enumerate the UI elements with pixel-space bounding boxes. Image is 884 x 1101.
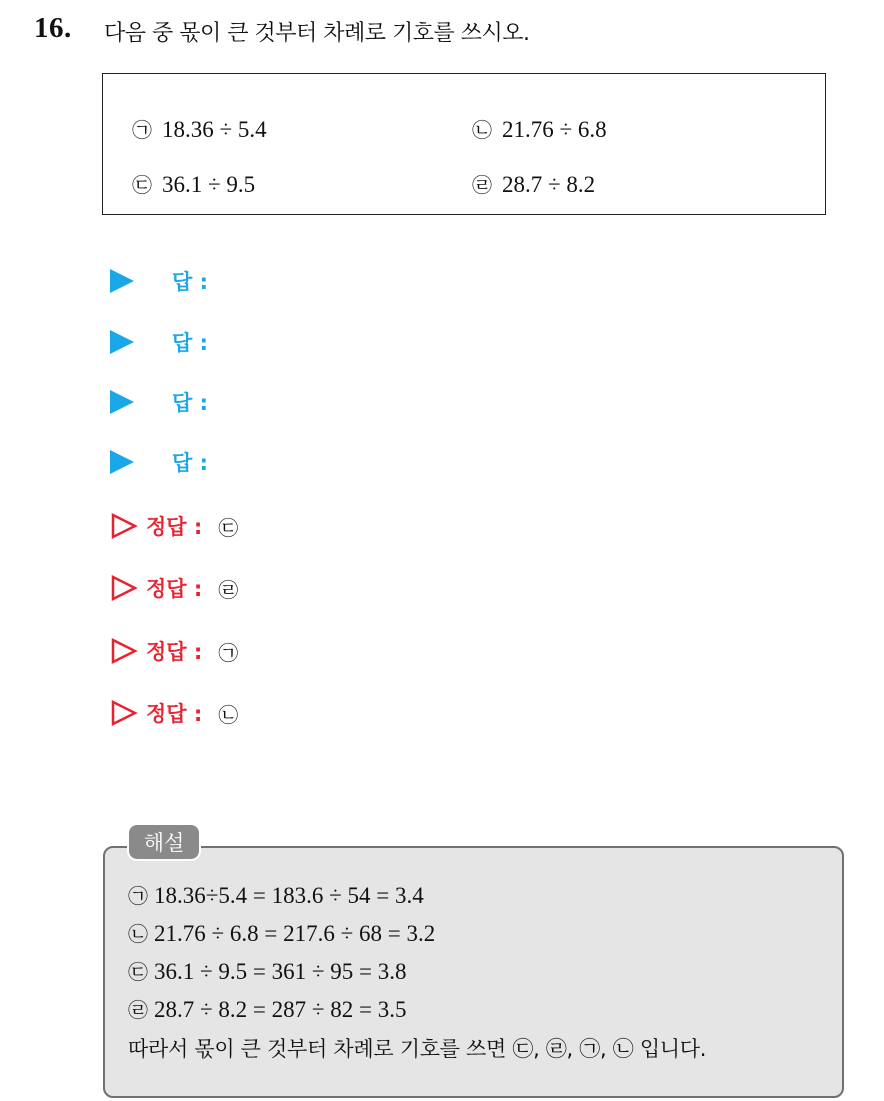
solution-value: ㉢: [218, 515, 239, 540]
outline-right-triangle-icon: [110, 699, 138, 727]
answer-blank-row[interactable]: [110, 266, 208, 296]
outline-right-triangle-icon: [110, 512, 138, 540]
solution-value: ㉠: [218, 640, 239, 665]
explanation-mark: ㉠: [128, 884, 148, 908]
question-text: 다음 중 몫이 큰 것부터 차례로 기호를 쓰시오.: [104, 21, 530, 46]
explanation-conclusion: 따라서 몫이 큰 것부터 차례로 기호를 쓰면 ㉢, ㉣, ㉠, ㉡ 입니다.: [128, 1037, 707, 1061]
explanation-text: 21.76 ÷ 6.8 = 217.6 ÷ 68 = 3.2: [154, 921, 436, 946]
filled-right-triangle-icon: [110, 450, 134, 474]
filled-right-triangle-icon: [110, 390, 134, 414]
solution-label: 정답 :: [146, 640, 203, 664]
choice-expression: 18.36 ÷ 5.4: [162, 117, 267, 142]
explanation-text: 36.1 ÷ 9.5 = 361 ÷ 95 = 3.8: [154, 959, 407, 984]
solution-row: [110, 698, 238, 728]
choice-item: [472, 169, 595, 198]
answer-label: 답 :: [172, 270, 208, 294]
choice-mark: ㉡: [472, 118, 492, 142]
choice-mark: ㉣: [472, 173, 492, 197]
explanation-line: [128, 880, 424, 909]
choice-item: [472, 114, 607, 143]
solution-row: [110, 636, 238, 666]
outline-right-triangle-icon: [110, 637, 138, 665]
solution-label: 정답 :: [146, 515, 203, 539]
outline-right-triangle-icon: [110, 574, 138, 602]
question-number: 16.: [34, 12, 72, 44]
solution-label: 정답 :: [146, 577, 203, 601]
explanation-text: 18.36÷5.4 = 183.6 ÷ 54 = 3.4: [154, 883, 424, 908]
answer-blank-row[interactable]: [110, 387, 208, 417]
explanation-mark: ㉢: [128, 960, 148, 984]
answer-label: 답 :: [172, 391, 208, 415]
choice-item: [132, 114, 267, 143]
choice-mark: ㉠: [132, 118, 152, 142]
answer-blank-row[interactable]: [110, 447, 208, 477]
choice-expression: 36.1 ÷ 9.5: [162, 172, 256, 197]
choice-mark: ㉢: [132, 173, 152, 197]
filled-right-triangle-icon: [110, 330, 134, 354]
filled-right-triangle-icon: [110, 269, 134, 293]
explanation-line: [128, 994, 406, 1023]
explanation-tag: 해설: [127, 823, 201, 861]
solution-label: 정답 :: [146, 702, 203, 726]
explanation-mark: ㉡: [128, 922, 148, 946]
explanation-text: 28.7 ÷ 8.2 = 287 ÷ 82 = 3.5: [154, 997, 407, 1022]
choice-expression: 21.76 ÷ 6.8: [502, 117, 607, 142]
answer-label: 답 :: [172, 331, 208, 355]
answer-blank-row[interactable]: [110, 327, 208, 357]
answer-label: 답 :: [172, 451, 208, 475]
explanation-line: [128, 918, 435, 947]
explanation-mark: ㉣: [128, 998, 148, 1022]
solution-row: [110, 511, 238, 541]
solution-row: [110, 573, 238, 603]
explanation-line: [128, 956, 406, 985]
choice-expression: 28.7 ÷ 8.2: [502, 172, 596, 197]
choice-item: [132, 169, 255, 198]
solution-value: ㉣: [218, 577, 239, 602]
solution-value: ㉡: [218, 702, 239, 727]
